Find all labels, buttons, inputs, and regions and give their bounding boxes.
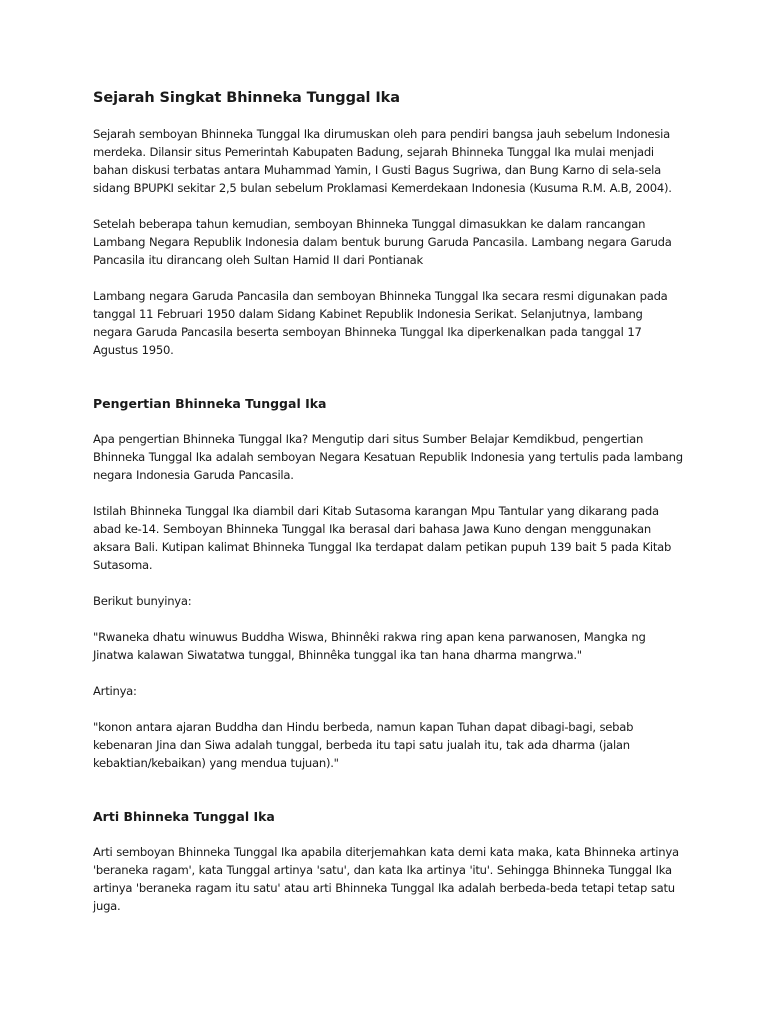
paragraph: Sejarah semboyan Bhinneka Tunggal Ika dirumuskan oleh para pendiri bangsa jauh sebelum Indonesia merdeka. Dilansir situs Pemerintah Kabupaten Badung, sejarah Bhinneka Tunggal Ika mulai menjadi bahan diskusi terbatas antara Muhammad Yamin, I Gusti Bagus Sugriwa, dan Bung Karno di sela-sela sidang BPUPKI sekitar 2,5 bulan sebelum Proklamasi Kemerdekaan Indonesia (Kusuma R.M. A.B, 2004).: [93, 127, 672, 195]
page-title: Sejarah Singkat Bhinneka Tunggal Ika: [93, 90, 400, 106]
section-heading: Arti Bhinneka Tunggal Ika: [93, 809, 275, 824]
section-heading: Pengertian Bhinneka Tunggal Ika: [93, 396, 327, 411]
paragraph: Berikut bunyinya:: [93, 594, 192, 608]
section-spacer: [93, 790, 683, 808]
paragraph: Setelah beberapa tahun kemudian, semboyan Bhinneka Tunggal dimasukkan ke dalam rancangan Lambang Negara Republik Indonesia dalam bentuk burung Garuda Pancasila. Lambang negara Garuda Pancasila itu dirancang oleh Sultan Hamid II dari Pontianak: [93, 217, 672, 267]
section-spacer: [93, 377, 683, 395]
paragraph: Lambang negara Garuda Pancasila dan semboyan Bhinneka Tunggal Ika secara resmi digunakan pada tanggal 11 Februari 1950 dalam Sidang Kabinet Republik Indonesia Serikat. Selanjutnya, lambang negara Garuda Pancasila beserta semboyan Bhinneka Tunggal Ika diperkenalkan pada tanggal 17 Agustus 1950.: [93, 289, 668, 357]
quote-paragraph: "Rwaneka dhatu winuwus Buddha Wiswa, Bhinnêki rakwa ring apan kena parwanosen, Mangka ng Jinatwa kalawan Siwatatwa tunggal, Bhinnêka tunggal ika tan hana dharma mangrwa.": [93, 630, 646, 662]
paragraph: Istilah Bhinneka Tunggal Ika diambil dari Kitab Sutasoma karangan Mpu Tantular yang dikarang pada abad ke-14. Semboyan Bhinneka Tunggal Ika berasal dari bahasa Jawa Kuno dengan menggunakan aksara Bali. Kutipan kalimat Bhinneka Tunggal Ika terdapat dalam petikan pupuh 139 bait 5 pada Kitab Sutasoma.: [93, 504, 672, 572]
paragraph: Arti semboyan Bhinneka Tunggal Ika apabila diterjemahkan kata demi kata maka, kata Bhinneka artinya 'beraneka ragam', kata Tunggal artinya 'satu', dan kata Ika artinya 'itu'. Sehingga Bhinneka Tunggal Ika artinya 'beraneka ragam itu satu' atau arti Bhinneka Tunggal Ika adalah berbeda-beda tetapi tetap satu juga.: [93, 845, 679, 913]
paragraph: Artinya:: [93, 684, 137, 698]
quote-paragraph: "konon antara ajaran Buddha dan Hindu berbeda, namun kapan Tuhan dapat dibagi-bagi, sebab kebenaran Jina dan Siwa adalah tunggal, berbeda itu tapi satu jualah itu, tak ada dharma (jalan kebaktian/kebaikan) yang mendua tujuan).": [93, 720, 634, 770]
document-page: [93, 88, 683, 933]
paragraph: Apa pengertian Bhinneka Tunggal Ika? Mengutip dari situs Sumber Belajar Kemdikbud, pengertian Bhinneka Tunggal Ika adalah semboyan Negara Kesatuan Republik Indonesia yang tertulis pada lambang negara Indonesia Garuda Pancasila.: [93, 432, 683, 482]
